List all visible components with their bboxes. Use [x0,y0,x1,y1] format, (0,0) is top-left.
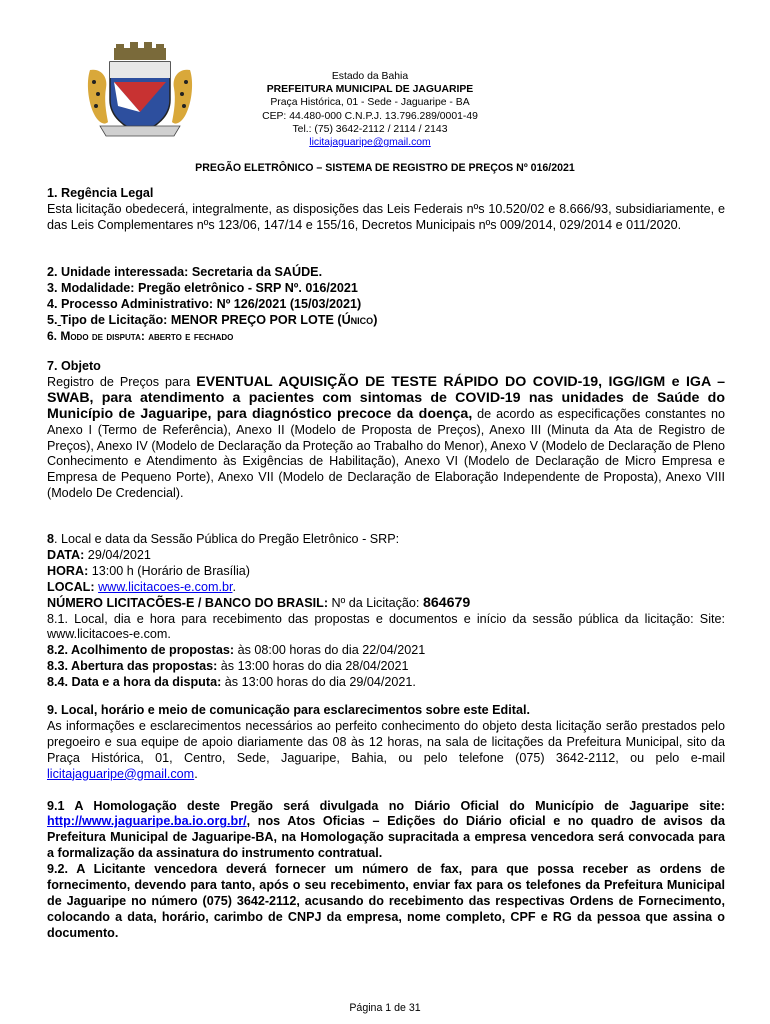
state-name: Estado da Bahia [331,71,409,82]
licitacoes-link[interactable]: www.licitacoes-e.com.br [98,579,233,594]
section-list [47,265,725,345]
item-8-2: 8.2. Acolhimento de propostas: às 08:00 horas do dia 22/04/2021 [47,643,426,658]
item-8-3: 8.3. Abertura das propostas: às 13:00 horas do dia 28/04/2021 [47,659,409,674]
item-9-1: 9.1 A Homologação deste Pregão será divulgada no Diário Oficial do Município de Jaguaripe site: http://www.jaguaripe.ba.io.org.br/, nos Atos Oficias – Edições do Diário oficial e no quadro de avisos da Prefeitura Municipal de Jaguaripe-BA, na Homologação supracitada a empresa vencedora será convocada para a formalização da assinatura do instrumento contratual. [47,798,725,861]
header-email-link[interactable]: licitajaguaripe@gmail.com [309,137,431,149]
section-heading: 7. Objeto [47,359,101,373]
telephone: Tel.: (75) 3642-2112 / 2114 / 2143 [292,123,448,135]
tipo-line: 5. Tipo de Licitação: MENOR PREÇO POR LOTE (Único) [47,312,378,327]
data-line: DATA: 29/04/2021 [47,547,151,562]
item-9-2: 9.2. A Licitante vencedora deverá fornecer um número de fax, para que possa receber as ordens de fornecimento, devendo para tanto, após o seu recebimento, enviar fax para os telefones da Prefeitura Municipal de Jaguaripe no número (075) 3642-2112, acusando do recebimento das respectivas Ordens de Fornecimento, colocando a data, horário, carimbo de CNPJ da empresa, nome completo, CPF e RG da pessoa que assina o documento. [47,862,725,940]
section-regencia [47,186,725,234]
letterhead [196,70,544,149]
objeto-text: Registro de Preços para EVENTUAL AQUISIÇÃO DE TESTE RÁPIDO DO COVID-19, IGG/IGM e IGA – SWAB, para atendimento a pacientes com sintomas de COVID-19 nas unidades de Saúde do Município de Jaguaripe, para diagnóstico precoce da doença, de acordo as especificações constantes no Anexo I (Termo de Referência), Anexo II (Modelo de Proposta de Preços), Anexo III (Minuta da Ata de Registro de Preços), Anexo IV (Modelo de Declaração da Proteção ao Trabalho do Menor), Anexo V (Modelo de Declaração de Pleno Conhecimento e Atendimento às Exigências de Habilitação), Anexo VI (Modelo de Declaração de Micro Empresa e Empresa de Pequeno Porte), Anexo VII (Modelo de Declaração de Elaboração Independente de Proposta), Anexo VIII (Modelo De Credencial). [47,373,725,501]
section-heading: 9. Local, horário e meio de comunicação para esclarecimentos sobre este Edital. [47,703,530,717]
local-line: LOCAL: www.licitacoes-e.com.br. [47,579,236,594]
diario-oficial-link[interactable]: http://www.jaguaripe.ba.io.org.br/ [47,814,247,829]
item-8-1: 8.1. Local, dia e hora para recebimento das propostas e documentos e início da sessão pública da licitação: Site: www.licitacoes-e.com. [47,611,725,642]
section-heading: 1. Regência Legal [47,186,154,200]
document-title: PREGÃO ELETRÔNICO – SISTEMA DE REGISTRO DE PREÇOS Nº 016/2021 [195,162,575,174]
page-number: Página 1 de 31 [349,1002,421,1014]
numero-line: NÚMERO LICITACÕES-E / BANCO DO BRASIL: Nº da Licitação: 864679 [47,594,471,611]
comunicacao-text: As informações e esclarecimentos necessários ao perfeito conhecimento do objeto desta licitação serão prestados pelo pregoeiro e sua equipe de apoio diariamente das 08 às 12 horas, na sala de licitações da Prefeitura Municipal, sito da Praça Histórica, 01, Centro, Sede, Jaguaripe, Bahia, ou pelo telefone (075) 3642-2112, ou pelo e-mail licitajaguaripe@gmail.com. [47,718,725,781]
section-objeto [47,359,725,502]
unidade-line: 2. Unidade interessada: Secretaria da SAÚDE. [47,265,323,279]
email-link[interactable]: licitajaguaripe@gmail.com [47,766,195,781]
prefeitura-name: PREFEITURA MUNICIPAL DE JAGUARIPE [266,84,474,96]
sessao-intro: 8. Local e data da Sessão Pública do Pregão Eletrônico - SRP: [47,532,400,546]
item-8-4: 8.4. Data e a hora da disputa: às 13:00 horas do dia 29/04/2021. [47,675,416,690]
section-comunicacao [47,703,725,942]
modalidade-line: 3. Modalidade: Pregão eletrônico - SRP Nº. 016/2021 [47,280,358,295]
address: Praça Histórica, 01 - Sede - Jaguaripe - BA [270,97,470,109]
hora-line: HORA: 13:00 h (Horário de Brasília) [47,563,250,578]
section-sessao [47,532,725,691]
processo-line: 4. Processo Administrativo: Nº 126/2021 (15/03/2021) [47,296,362,311]
coat-of-arms-logo [84,42,196,138]
modo-line: 6. Modo de disputa: aberto e fechado [47,328,234,343]
cep-cnpj: CEP: 44.480-000 C.N.P.J. 13.796.289/0001-49 [262,110,478,122]
section-text: Esta licitação obedecerá, integralmente, as disposições das Leis Federais nºs 10.520/02 e 8.666/93, subsidiariamente, e das Leis Complementares nºs 123/06, 147/14 e 155/16, Decretos Municipais nºs 009/2014, 029/2014 e 011/2020. [47,201,725,232]
